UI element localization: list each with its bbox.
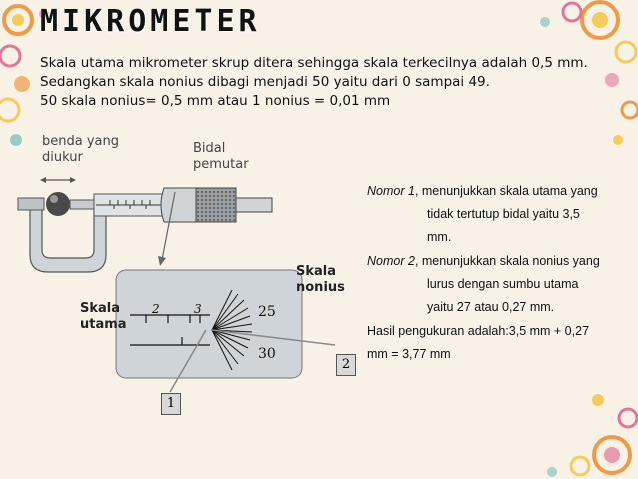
intro-line-3: 50 skala nonius= 0,5 mm atau 1 nonius = 0,01 mm: [40, 93, 391, 109]
slide-title: MIKROMETER: [40, 4, 261, 39]
measured-object: [46, 192, 70, 216]
note-2-line-1: Nomor 2, menunjukkan skala nonius yang: [367, 254, 600, 268]
vernier-number-25: 25: [258, 304, 276, 320]
label-object: benda yang diukur: [42, 134, 119, 165]
note-1-line-1: Nomor 1, menunjukkan skala utama yang: [367, 184, 598, 198]
anvil: [18, 198, 44, 210]
intro-line-2: Sedangkan skala nonius dibagi menjadi 50 yaitu dari 0 sampai 49.: [40, 74, 490, 90]
label-vernier-scale: Skala nonius: [296, 264, 345, 295]
result-line-2: mm = 3,77 mm: [367, 347, 451, 361]
note-1-line-3: mm.: [427, 230, 452, 244]
callout-box-2: 2: [336, 354, 356, 376]
swirl-bottomright: [547, 394, 637, 477]
note-2-line-3: yaitu 27 atau 0,27 mm.: [427, 300, 555, 314]
note-1-line-2: tidak tertutup bidal yaitu 3,5: [427, 207, 580, 221]
label-thimble: Bidal pemutar: [193, 141, 249, 172]
result-line-1: Hasil pengukuran adalah:3,5 mm + 0,27: [367, 324, 590, 338]
main-scale-number-2: 2: [152, 302, 160, 316]
intro-text: [40, 54, 630, 111]
callout-box-1: 1: [161, 393, 181, 415]
intro-line-1: Skala utama mikrometer skrup ditera sehingga skala terkecilnya adalah 0,5 mm.: [40, 55, 588, 71]
main-scale-number-3: 3: [194, 302, 202, 316]
spindle: [70, 200, 94, 209]
vernier-number-30: 30: [258, 346, 276, 362]
note-2-line-2: lurus dengan sumbu utama: [427, 277, 579, 291]
label-main-scale: Skala utama: [80, 301, 127, 332]
ratchet: [236, 198, 272, 212]
